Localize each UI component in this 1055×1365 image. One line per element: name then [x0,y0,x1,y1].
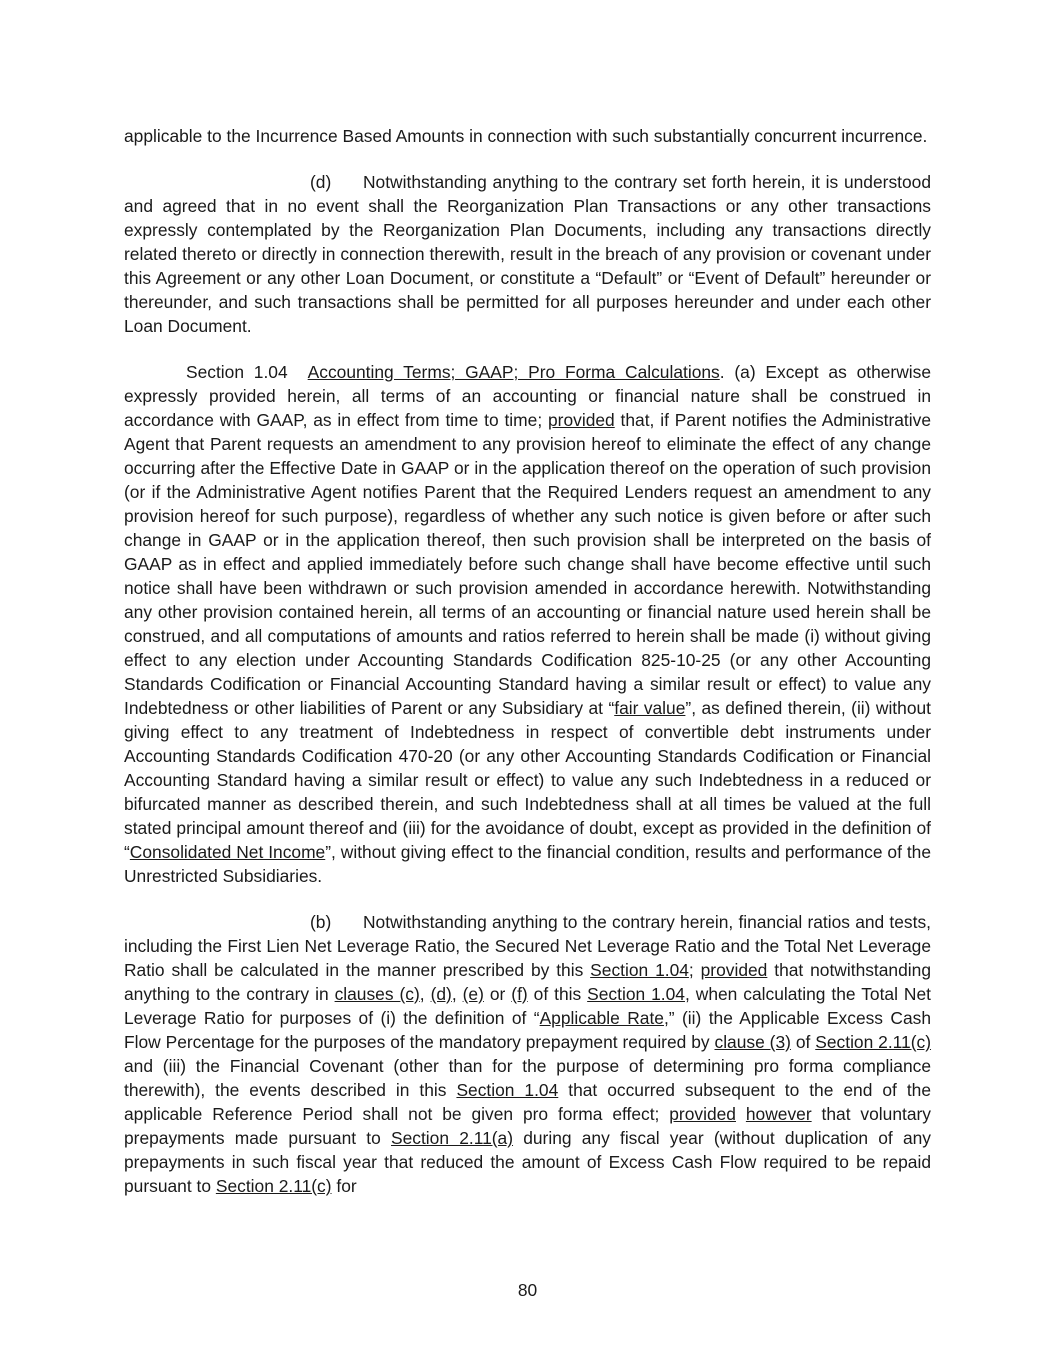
text-run: Notwithstanding anything to the contrary herein, financial ratios and tests, including the First Lien Net Leverage Ratio, the Secured Net Leverage Ratio and the Total Net Leverage Ratio shall be calculated in the manner prescribed by this [124,912,931,980]
text-run: that, if Parent notifies the Administrative Agent that Parent requests an amendment to any provision hereof to eliminate the effect of any change occurring after the Effective Date in GAAP or in the application thereof on the operation of such provision (or if the Administrative Agent notifies Parent that the Required Lenders request an amendment to any provision hereof for such purpose), regardless of whether any such notice is given before or after such change in GAAP or in the application thereof, then such provision shall be interpreted on the basis of GAAP as in effect and applied immediately before such change shall have become effective until such notice shall have been withdrawn or such provision amended in accordance herewith. Notwithstanding any other provision contained herein, all terms of an accounting or financial nature used herein shall be construed, and all computations of amounts and ratios referred to herein shall be made (i) without giving effect to any election under Accounting Standards Codification 825-10-25 (or any other Accounting Standards Codification or Financial Accounting Standard having a similar result or effect) to value any Indebtedness or other liabilities of Parent or any Subsidiary at “ [124,410,931,718]
text-run: ”, as defined therein, (ii) without giving effect to any treatment of Indebtedness in respect of convertible debt instruments under Accounting Standards Codification 470-20 (or any other Accounting Standards Codification or Financial Accounting Standard having a similar result or effect) to value any such Indebtedness in a reduced or bifurcated manner as described therein, and such Indebtedness shall at all times be valued at the full stated principal amount thereof and (iii) for the avoidance of doubt, except as provided in the definition of “ [124,698,931,862]
cross-reference: clauses (c) [334,984,420,1004]
section-number: Section 1.04 [186,362,288,382]
text-run: , [419,984,431,1004]
cross-reference: Section 2.11(c) [215,1176,332,1196]
cross-reference: clause (3) [714,1032,791,1052]
defined-term: fair value [614,698,686,718]
text-run: ,” (ii) the Applicable Excess Cash Flow Percentage for the purposes of the mandatory prepayment required by [124,1008,932,1052]
text-run: that voluntary prepayments made pursuant to [124,1104,931,1148]
cross-reference: Section 1.04 [587,984,685,1004]
cross-reference: (f) [511,984,528,1004]
text-run: and (iii) the Financial Covenant (other than for the purpose of determining pro forma compliance therewith), the events described in this [124,1056,931,1100]
defined-term: Applicable Rate [539,1008,664,1028]
paragraph-text: applicable to the Incurrence Based Amounts in connection with such substantially concurrent incurrence. [124,126,928,146]
clause-label: (d) [310,172,332,192]
text-run: , [451,984,463,1004]
text-run: or [483,984,512,1004]
section-heading: Accounting Terms; GAAP; Pro Forma Calculations [307,362,720,382]
text-run [736,1104,746,1124]
cross-reference: Section 2.11(c) [815,1032,932,1052]
text-run: ”, without giving effect to the financial condition, results and performance of the Unrestricted Subsidiaries. [124,842,931,886]
paragraph-d-reorganization [124,170,931,338]
defined-term: however [745,1104,812,1124]
paragraph-text: Notwithstanding anything to the contrary set forth herein, it is understood and agreed that in no event shall the Reorganization Plan Transactions or any other transactions expressly contemplated by the Reorganization Plan Documents, including any transactions directly related thereto or directly in connection therewith, result in the breach of any provision or covenant under this Agreement or any other Loan Document, or constitute a “Default” or “Event of Default” hereunder or thereunder, and such transactions shall be permitted for all purposes hereunder and under each other Loan Document. [124,172,931,336]
text-run: for [331,1176,357,1196]
text-run: of this [527,984,588,1004]
paragraph-b-financial-ratios [124,910,931,1198]
defined-term: provided [669,1104,736,1124]
text-run: that notwithstanding anything to the contrary in [124,960,931,1004]
clause-label: (b) [310,912,332,932]
defined-term: provided [700,960,768,980]
defined-term: Consolidated Net Income [129,842,326,862]
text-run: during any fiscal year (without duplication of any prepayments in such fiscal year that reduced the amount of Excess Cash Flow required to be repaid pursuant to [124,1128,931,1196]
text-run: . (a) Except as otherwise expressly provided herein, all terms of an accounting or financial nature shall be construed in accordance with GAAP, as in effect from time to time; [124,362,931,430]
cross-reference: Section 1.04 [590,960,689,980]
defined-term: provided [548,410,615,430]
document-page [124,124,931,1198]
cross-reference: Section 2.11(a) [391,1128,514,1148]
cross-reference: (e) [462,984,484,1004]
text-run: , when calculating the Total Net Leverage Ratio for purposes of (i) the definition of “ [124,984,931,1028]
cross-reference: (d) [430,984,452,1004]
text-run: that occurred subsequent to the end of the applicable Reference Period shall not be given pro forma effect; [124,1080,932,1124]
text-run: of [790,1032,816,1052]
paragraph-incurrence [124,124,931,148]
text-run: ; [688,960,701,980]
cross-reference: Section 1.04 [456,1080,559,1100]
paragraph-section-1-04 [124,360,931,888]
page-number: 80 [517,1280,538,1300]
